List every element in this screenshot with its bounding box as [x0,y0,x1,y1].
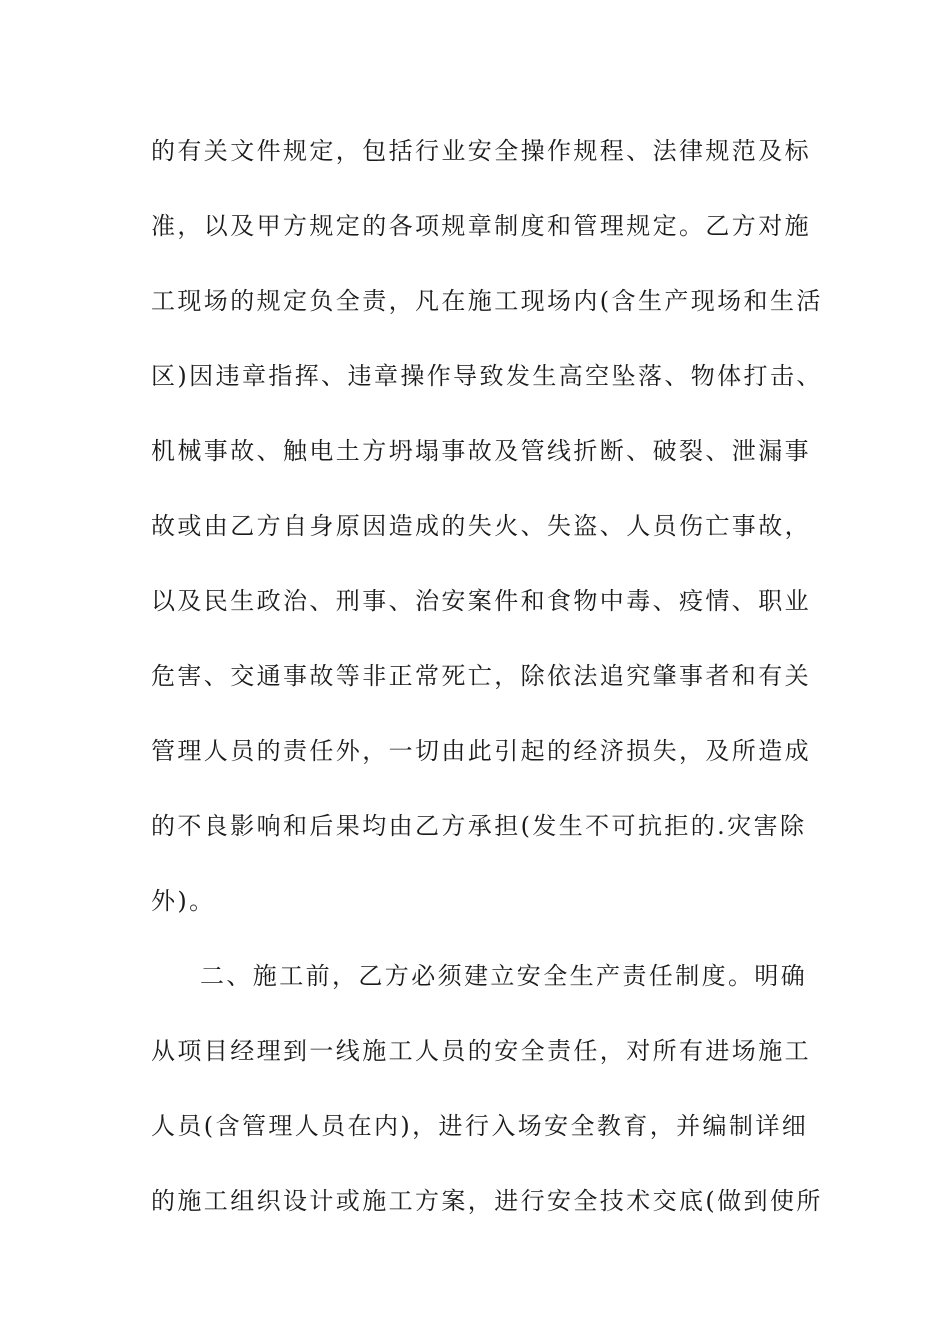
paragraph-first-line: 二、施工前，乙方必须建立安全生产责任制度。明确 [200,962,808,990]
text-line: 危害、交通事故等非正常死亡，除依法追究肇事者和有关 [151,662,811,690]
text-line: 故或由乙方自身原因造成的失火、失盗、人员伤亡事故， [151,512,811,540]
text-line: 区)因违章指挥、违章操作导致发生高空坠落、物体打击、 [151,362,823,390]
text-line: 人员(含管理人员在内)，进行入场安全教育，并编制详细 [151,1112,809,1140]
text-line: 外)。 [151,887,216,915]
text-line: 准，以及甲方规定的各项规章制度和管理规定。乙方对施 [151,212,811,240]
text-line: 的不良影响和后果均由乙方承担(发生不可抗拒的.灾害除 [151,812,807,840]
text-line: 以及民生政治、刑事、治安案件和食物中毒、疫情、职业 [151,587,811,615]
text-line: 管理人员的责任外，一切由此引起的经济损失，及所造成 [151,737,811,765]
text-line: 的施工组织设计或施工方案，进行安全技术交底(做到使所 [151,1187,823,1215]
text-line: 从项目经理到一线施工人员的安全责任，对所有进场施工 [151,1037,811,1065]
text-line: 工现场的规定负全责，凡在施工现场内(含生产现场和生活 [151,287,823,315]
text-line: 机械事故、触电土方坍塌事故及管线折断、破裂、泄漏事 [151,437,811,465]
text-line: 的有关文件规定，包括行业安全操作规程、法律规范及标 [151,137,811,165]
